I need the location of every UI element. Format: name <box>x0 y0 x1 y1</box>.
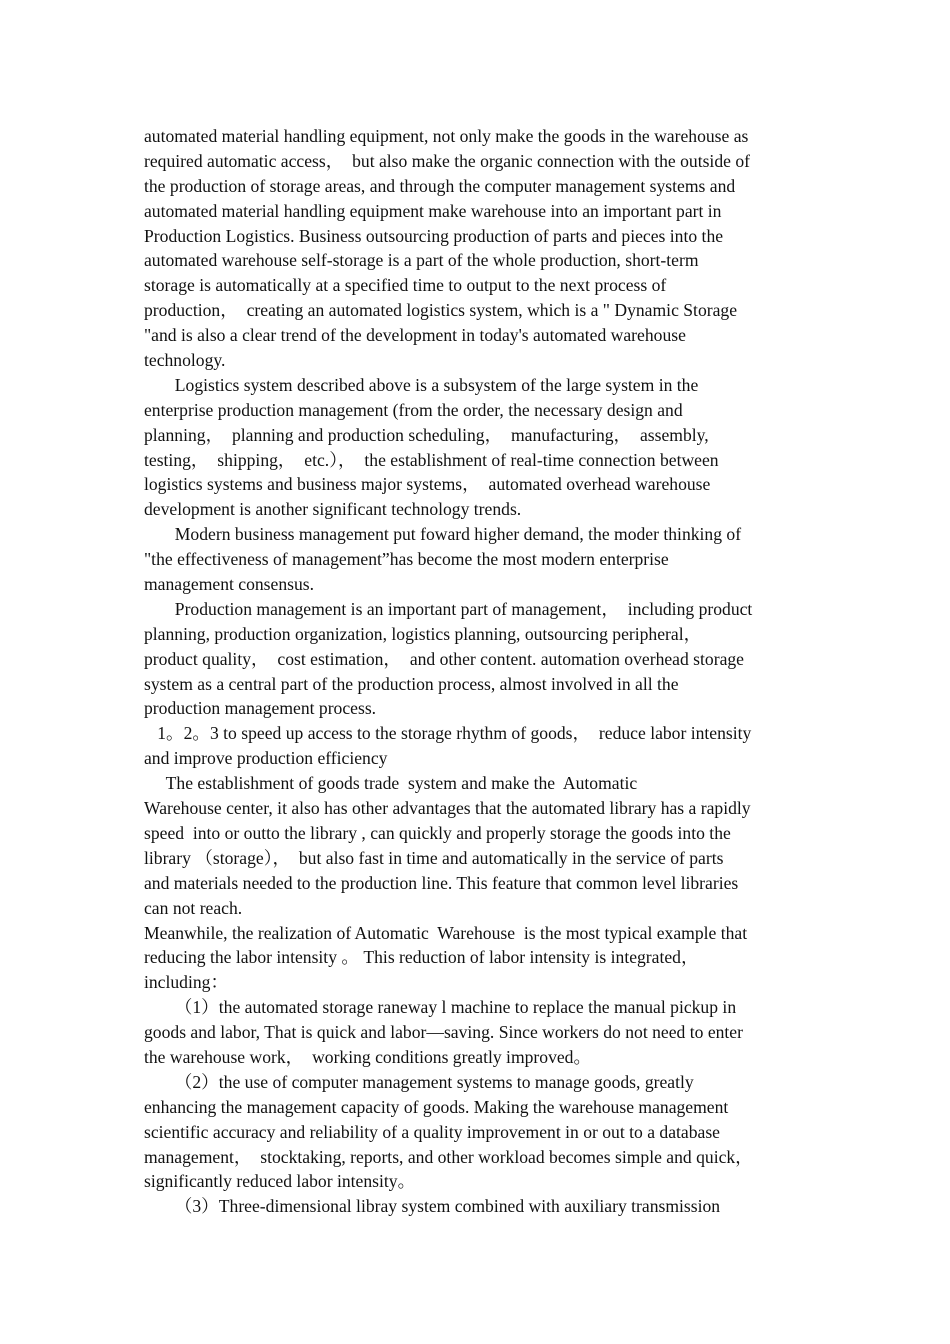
section-heading: 1。2。3 to speed up access to the storage rhythm of goods， reduce labor intensity <box>144 723 752 744</box>
text-line: enhancing the management capacity of goods. Making the warehouse management <box>144 1096 729 1117</box>
text-line: Logistics system described above is a subsystem of the large system in the <box>144 374 699 395</box>
text-line: logistics systems and business major systems， automated overhead warehouse <box>144 474 711 495</box>
text-line: required automatic access， but also make the organic connection with the outside of <box>144 150 750 171</box>
text-line: automated warehouse self-storage is a part of the whole production, short-term <box>144 250 699 271</box>
list-item-3: （3）Three-dimensional libray system combined with auxiliary transmission <box>144 1196 721 1217</box>
text-line: management consensus. <box>144 574 315 595</box>
text-line: "and is also a clear trend of the development in today's automated warehouse <box>144 325 686 346</box>
text-line: Production Logistics. Business outsourcing production of parts and pieces into the <box>144 225 724 246</box>
text-line: reducing the labor intensity 。 This reduction of labor intensity is integrated， <box>144 947 699 968</box>
text-line: The establishment of goods trade system and make the Automatic <box>144 773 638 794</box>
text-line: can not reach. <box>144 897 243 918</box>
body-text <box>144 124 812 1219</box>
text-line: planning, production organization, logistics planning, outsourcing peripheral， <box>144 623 702 644</box>
text-line: automated material handling equipment, not only make the goods in the warehouse as <box>144 126 749 146</box>
text-line: production management process. <box>144 698 377 719</box>
text-line: Warehouse center, it also has other advantages that the automated library has a rapidly <box>144 798 751 819</box>
text-line: "the effectiveness of management”has become the most modern enterprise <box>144 549 669 570</box>
text-line: development is another significant technology trends. <box>144 499 522 520</box>
text-line: and materials needed to the production line. This feature that common level libraries <box>144 872 739 893</box>
text-line: including： <box>144 972 229 993</box>
text-line: production， creating an automated logistics system, which is a " Dynamic Storage <box>144 300 738 321</box>
text-line: testing， shipping， etc.）， the establishment of real-time connection between <box>144 449 719 470</box>
text-line: product quality， cost estimation， and other content. automation overhead storage <box>144 648 744 669</box>
text-line: Modern business management put foward higher demand, the moder thinking of <box>144 524 742 545</box>
text-line: automated material handling equipment make warehouse into an important part in <box>144 200 722 221</box>
list-item-2: （2）the use of computer management systems to manage goods, greatly <box>144 1071 694 1092</box>
text-line: library （storage）， but also fast in time and automatically in the service of parts <box>144 847 724 868</box>
text-line: Meanwhile, the realization of Automatic Warehouse is the most typical example that <box>144 922 748 943</box>
text-line: the production of storage areas, and through the computer management systems and <box>144 175 736 196</box>
text-line: enterprise production management (from the order, the necessary design and <box>144 399 683 420</box>
text-line: planning， planning and production scheduling， manufacturing， assembly, <box>144 424 709 445</box>
text-line: speed into or outto the library , can quickly and properly storage the goods into the <box>144 822 731 843</box>
text-line: scientific accuracy and reliability of a quality improvement in or out to a database <box>144 1121 720 1142</box>
text-line: and improve production efficiency <box>144 748 388 769</box>
text-line: goods and labor, That is quick and labor—saving. Since workers do not need to enter <box>144 1022 743 1043</box>
text-line: the warehouse work， working conditions greatly improved。 <box>144 1046 592 1067</box>
text-line: system as a central part of the production process, almost involved in all the <box>144 673 679 694</box>
text-line: storage is automatically at a specified time to output to the next process of <box>144 275 667 296</box>
text-line: Production management is an important part of management， including product <box>144 598 753 619</box>
text-line: technology. <box>144 350 226 371</box>
text-line: management， stocktaking, reports, and other workload becomes simple and quick， <box>144 1146 753 1167</box>
text-line: significantly reduced labor intensity。 <box>144 1171 416 1192</box>
list-item-1: （1）the automated storage raneway l machine to replace the manual pickup in <box>144 997 737 1018</box>
